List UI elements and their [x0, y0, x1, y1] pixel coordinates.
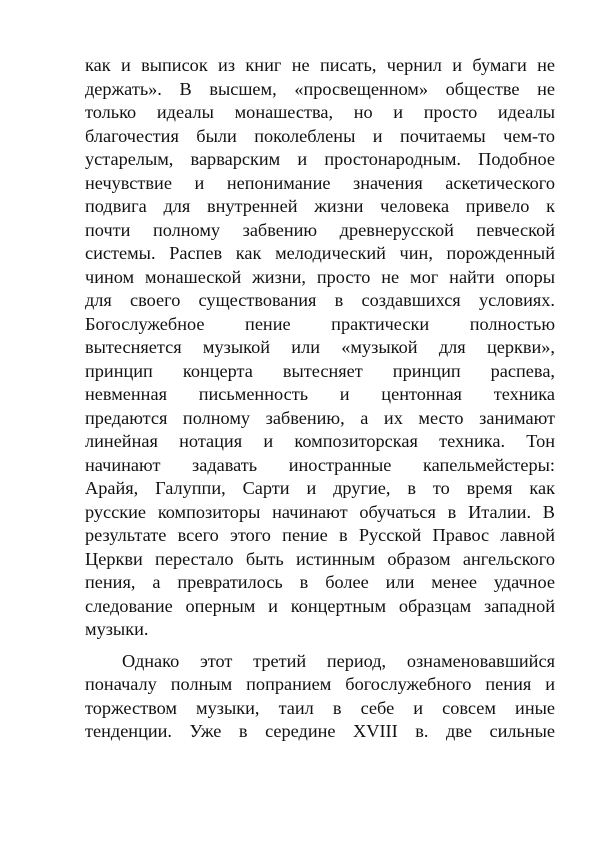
- text-line: почти полному забвению древнерусской певческой: [85, 219, 555, 240]
- paragraph-1: [85, 54, 555, 642]
- text-line: пения, а превратилось в более или менее удачное: [85, 572, 555, 592]
- body-text: [85, 54, 555, 744]
- text-line: линейная нотация и композиторская техника. Тон: [85, 431, 555, 451]
- text-line: нечувствие и непонимание значения аскетического: [85, 172, 555, 193]
- text-line: следование оперным и концертным образцам западной: [85, 595, 555, 616]
- text-line: вытесняется музыкой или «музыкой для церкви»,: [85, 337, 555, 357]
- text-line: Арайя, Галуппи, Сарти и другие, в то время как: [85, 478, 555, 498]
- text-line: для своего существования в создавшихся условиях.: [85, 290, 555, 310]
- paragraph-2: [85, 650, 555, 744]
- text-line: Церкви перестало быть истинным образом ангельского: [85, 548, 555, 569]
- text-line: поначалу полным попранием богослужебного пения и: [85, 674, 555, 694]
- text-line: системы. Распев как мелодический чин, порожденный: [85, 243, 555, 263]
- text-line: Богослужебное пение практически полностью: [85, 313, 555, 334]
- text-line: чином монашеской жизни, просто не мог найти опоры: [85, 266, 555, 287]
- text-line: благочестия были поколеблены и почитаемы чем-то: [85, 125, 555, 146]
- text-line: предаются полному забвению, а их место занимают: [85, 407, 555, 428]
- text-line: русские композиторы начинают обучаться в Италии. В: [85, 501, 555, 522]
- text-line: устарелым, варварским и простонародным. Подобное: [85, 149, 555, 169]
- text-line: подвига для внутренней жизни человека привело к: [85, 196, 555, 216]
- text-line: только идеалы монашества, но и просто идеалы: [85, 102, 555, 122]
- text-line: начинают задавать иностранные капельмейстеры:: [85, 454, 555, 475]
- text-line: Однако этот третий период, ознаменовавшийся: [122, 650, 555, 671]
- text-line: как и выписок из книг не писать, чернил и бумаги не: [85, 55, 555, 75]
- text-line: музыки.: [85, 619, 149, 639]
- text-line: результате всего этого пение в Русской Правос лавной: [85, 525, 555, 545]
- text-line: принцип концерта вытесняет принцип распева,: [85, 360, 555, 381]
- text-line: невменная письменность и центонная техника: [85, 384, 555, 404]
- text-line: держать». В высшем, «просвещенном» обществе не: [85, 78, 555, 99]
- text-line: торжеством музыки, таил в себе и совсем иные: [85, 697, 555, 718]
- text-line: тенденции. Уже в середине XVIII в. две сильные: [85, 721, 555, 741]
